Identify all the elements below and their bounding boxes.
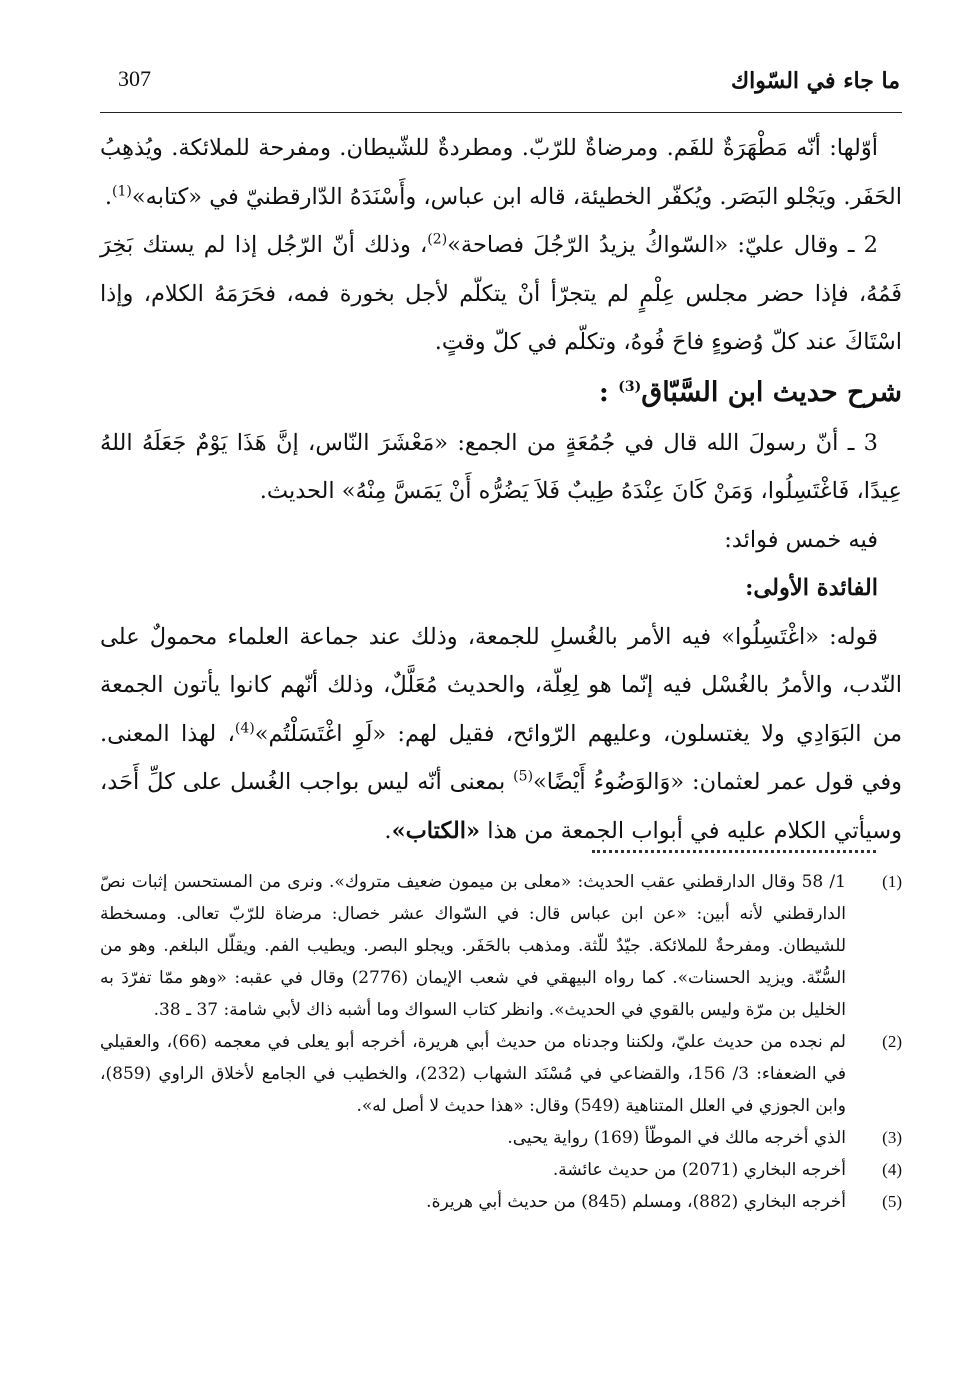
paragraph-2: 2 ـ وقال عليّ: «السّواكُ يزيدُ الرّجُلَ فصاحة»$^{(2)}$، وذلك أنّ الرّجُل إذا لم يستك بَخِرَ فَمُهُ، فإذا حضر مجلس عِلْمٍ لم يتجرّأ أنْ يتكلّم لأجل بخورة فمه، فحَرَمَهُ الكلام، وإذا اسْتَاكَ عند كلّ وُضوءٍ فاحَ فُوهُ، وتكلّم في كلّ وقتٍ. — [100, 231, 902, 355]
page-number: 307 — [118, 66, 151, 91]
footnote-4: (4) أخرجه البخاري (2071) من حديث عائشة. — [552, 1160, 902, 1180]
footnote-2: (2) لم نجده من حديث عليّ، ولكننا وجدناه من حديث أبي هريرة، أخرجه أبو يعلى في معجمه (66)، والعقيلي في الضعفاء: 3/ 156، والقضاعي في مُسْنَد الشهاب (232)، والخطيب في الجامع لأخلاق الراوي (859)، وابن الجوزي في العلل المتناهية (549) وقال: «هذا حديث لا أصل له». — [100, 1032, 902, 1116]
footnote-separator — [592, 836, 876, 853]
main-text — [100, 124, 902, 855]
footnotes — [100, 866, 902, 1218]
section-heading: شرح حديث ابن السَّبّاق$^{(3)}$ : — [598, 376, 902, 408]
header-rule — [100, 112, 902, 113]
sub-heading: الفائدة الأولى: — [745, 575, 878, 601]
footnote-3: (3) الذي أخرجه مالك في الموطّأ (169) رواية يحيى. — [507, 1128, 902, 1148]
footnote-5: (5) أخرجه البخاري (882)، ومسلم (845) من حديث أبي هريرة. — [426, 1192, 902, 1212]
paragraph-4: فيه خمس فوائد: — [724, 526, 878, 553]
paragraph-1: أوّلها: أنّه مَطْهَرَةٌ للفَم. ومرضاةٌ للرّبّ. ومطردةٌ للشّيطان. ومفرحة للملائكة. ويُذهِبُ الحَفَر. ويَجْلو البَصَر. ويُكفّر الخطيئة، قاله ابن عباس، وأَسْنَدَهُ الدّارقطنيّ في «كتابه»$^{(1)}$. — [100, 135, 902, 210]
running-title: ما جاء في السّواك — [730, 68, 900, 94]
paragraph-3: 3 ـ أنّ رسولَ الله قال في جُمُعَةٍ من الجمع: «مَعْشَرَ النّاس، إنَّ هَذَا يَوْمٌ جَعَلَهُ اللهُ عِيدًا، فَاغْتَسِلُوا، وَمَنْ كَانَ عِنْدَهُ طِيبٌ فَلاَ يَضُرُّه أَنْ يَمَسَّ مِنْهُ» الحديث. — [100, 429, 902, 504]
footnote-1: (1) 1/ 58 وقال الدارقطني عقب الحديث: «معلى بن ميمون ضعيف متروك». ونرى من المستحسن إثبات نصّ الدارقطني لأنه أبين: «عن ابن عباس قال: في السّواك عشر خصال: مرضاة للرّبّ تعالى. ومسخطة للشيطان. ومفرحةٌ للملائكة. جيّدٌ للّثة. ومذهب بالحَفَر. ويجلو البصر. ويطيب الفم. ويقلّل البلغم. وهو من السُّنّة. ويزيد الحسنات». كما رواه البيهقي في شعب الإيمان (2776) وقال في عقبه: «وهو ممّا تفرّدَ به الخليل بن مرّة وليس بالقوي في الحديث». وانظر كتاب السواك وما أشبه ذاك لأبي شامة: 37 ـ 38. — [100, 872, 902, 1020]
paragraph-5: قوله: «اغْتَسِلُوا» فيه الأمر بالغُسلِ للجمعة، وذلك عند جماعة العلماء محمولٌ على النّدب، والأمرُ بالغُسْل فيه إنّما هو لِعِلّة، والحديث مُعَلَّلٌ، وذلك أنّهم كانوا يأتون الجمعة من البَوَادِي ولا يغتسلون، وعليهم الرّوائح، فقيل لهم: «لَوِ اغْتَسَلْتُم»$^{(4)}$، لهذا المعنى. وفي قول عمر لعثمان: «وَالوَضُوءُ أَيْضًا»$^{(5)}$ بمعنى أنّه ليس بواجب الغُسل على كلِّ أَحَد، وسيأتي الكلام عليه في أبواب الجمعة من هذا «الكتاب». — [100, 623, 902, 844]
